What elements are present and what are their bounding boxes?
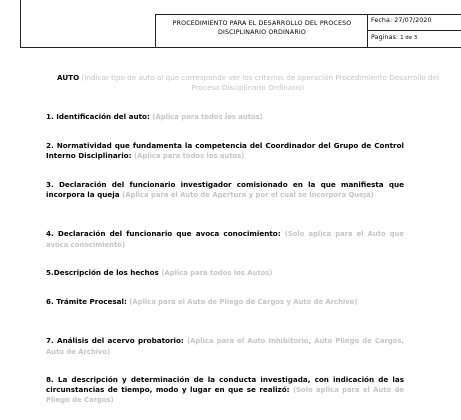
item-text: 3. Declaración del funcionario investigador comisionado en la que manifiesta que incorpora la queja (46, 180, 404, 199)
header-border (20, 0, 21, 48)
paginas-cell (371, 34, 417, 41)
header-border (367, 14, 368, 48)
item-note: (Aplica para todos los Autos) (161, 269, 273, 277)
paginas-label: Paginas: (371, 34, 399, 41)
item-note: (Aplica para todos los autos) (152, 113, 263, 121)
header-border (155, 14, 461, 15)
item-text: 6. Trámite Procesal: (46, 297, 127, 306)
item-text: 4. Declaración del funcionario que avoca conocimiento: (46, 229, 281, 238)
item-note: (Aplica para el Auto de Apertura y por el cual se Incorpora Queja) (122, 190, 374, 199)
fecha-value: 27/07/2020 (394, 17, 432, 24)
document-header (0, 0, 461, 48)
document-title: PROCEDIMIENTO PARA EL DESARROLLO DEL PROCESO DISCIPLINARIO ORDINARIO (172, 20, 352, 36)
list-item (46, 336, 404, 357)
fecha-cell (371, 17, 432, 24)
item-note: (Aplica para el Auto Inhibitorio, Auto Pliego de Cargos, Auto de Archivo) (46, 337, 404, 356)
list-item (46, 141, 404, 161)
auto-label: AUTO (56, 73, 80, 82)
list-item (46, 180, 404, 200)
item-note: (Aplica para el Auto de Pliego de Cargos y Auto de Archivo) (129, 298, 358, 306)
item-text: 2. Normatividad que fundamenta la competencia del Coordinador del Grupo de Control Interno Disciplinario: (46, 141, 404, 160)
auto-note: (Indicar tipo de auto al que corresponde ver los criterios de operación Procedimiento Desarrollo del Proceso Disciplinario Ordinario) (81, 73, 439, 92)
list-item (46, 375, 404, 406)
item-text: 1. Identificación del auto: (46, 112, 150, 121)
list-item (46, 268, 404, 279)
fecha-label: Fecha: (371, 17, 393, 24)
header-border (367, 30, 461, 31)
paginas-value: 1 de 3 (400, 35, 418, 41)
item-text: 5.Descripción de los hechos (46, 268, 159, 277)
header-border (155, 14, 156, 48)
auto-heading (48, 73, 448, 93)
list-item (46, 297, 404, 308)
item-text: 8. La descripción y determinación de la conducta investigada, con indicación de las circunstancias de tiempo, modo y lugar en que se realizó: (46, 375, 404, 394)
list-item (46, 112, 404, 123)
list-item (46, 229, 404, 250)
item-note: (Solo aplica para el Auto que avoca conocimiento) (46, 230, 404, 249)
item-note: (Solo aplica para el Auto de Pliego de Cargos) (46, 385, 404, 404)
item-note: (Aplica para todos los autos) (134, 151, 245, 160)
header-border (20, 47, 461, 48)
item-text: 7. Análisis del acervo probatorio: (46, 336, 184, 345)
